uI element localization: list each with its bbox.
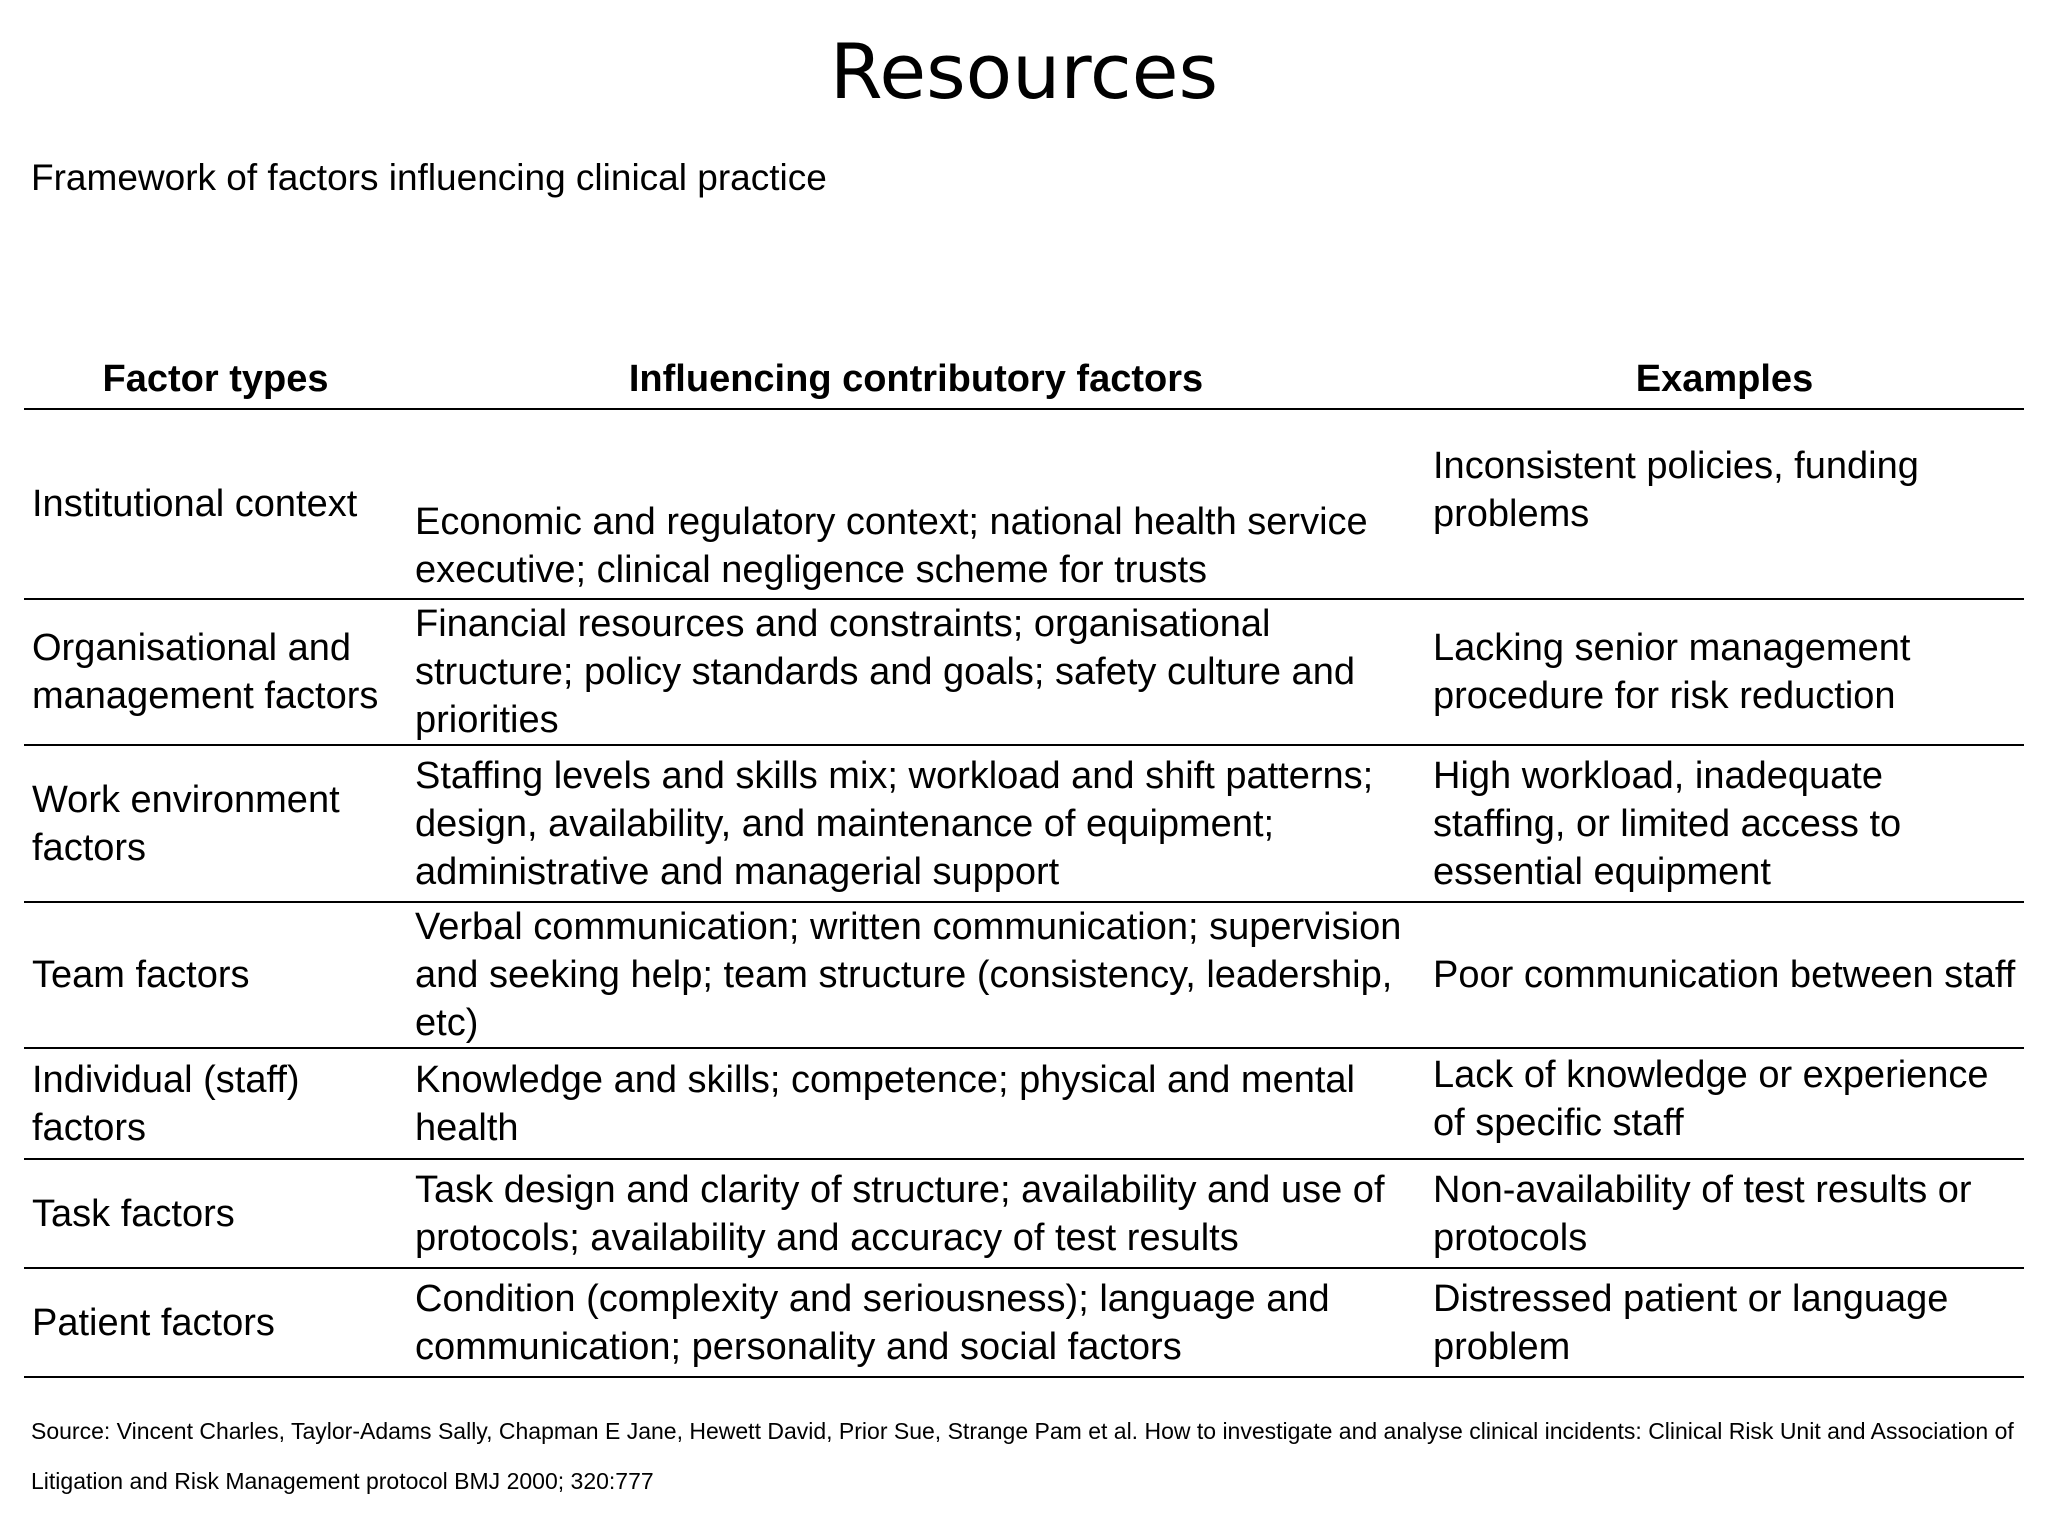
table-row	[24, 1268, 2024, 1377]
table-row	[24, 599, 2024, 745]
factor-type-cell: Institutional context	[24, 409, 407, 599]
header-examples: Examples	[1425, 350, 2024, 409]
source-citation: Source: Vincent Charles, Taylor-Adams Sally, Chapman E Jane, Hewett David, Prior Sue, Strange Pam et al. How to investigate and analyse clinical incidents: Clinical Risk Unit and Association of Litigation and Risk Management protocol BMJ 2000; 320:777	[31, 1418, 2014, 1494]
table-caption: Framework of factors influencing clinical practice	[31, 157, 827, 198]
table-header-row	[24, 350, 2024, 409]
factor-type-cell: Individual (staff) factors	[24, 1048, 407, 1159]
influencing-factors-cell: Knowledge and skills; competence; physical and mental health	[407, 1048, 1425, 1159]
influencing-factors-cell: Economic and regulatory context; national health service executive; clinical negligence scheme for trusts	[407, 409, 1425, 599]
factor-type-cell: Task factors	[24, 1159, 407, 1268]
table-row	[24, 409, 2024, 599]
table-row	[24, 1159, 2024, 1268]
influencing-factors-cell: Condition (complexity and seriousness); language and communication; personality and social factors	[407, 1268, 1425, 1377]
influencing-factors-cell: Financial resources and constraints; organisational structure; policy standards and goals; safety culture and priorities	[407, 599, 1425, 745]
header-factor-types: Factor types	[24, 350, 407, 409]
factor-type-cell: Organisational and management factors	[24, 599, 407, 745]
example-cell: High workload, inadequate staffing, or limited access to essential equipment	[1425, 745, 2024, 902]
example-cell: Lack of knowledge or experience of specific staff	[1425, 1048, 2024, 1159]
influencing-factors-cell: Staffing levels and skills mix; workload and shift patterns; design, availability, and maintenance of equipment; administrative and managerial support	[407, 745, 1425, 902]
influencing-factors-cell: Verbal communication; written communication; supervision and seeking help; team structure (consistency, leadership, etc)	[407, 902, 1425, 1048]
table-row	[24, 1048, 2024, 1159]
example-cell: Distressed patient or language problem	[1425, 1268, 2024, 1377]
example-cell: Non-availability of test results or protocols	[1425, 1159, 2024, 1268]
factor-type-cell: Patient factors	[24, 1268, 407, 1377]
example-cell: Inconsistent policies, funding problems	[1425, 409, 2024, 599]
table-row	[24, 745, 2024, 902]
slide-title: Resources	[829, 27, 1219, 116]
example-cell: Poor communication between staff	[1425, 902, 2024, 1048]
factor-type-cell: Team factors	[24, 902, 407, 1048]
factor-type-cell: Work environment factors	[24, 745, 407, 902]
influencing-factors-cell: Task design and clarity of structure; availability and use of protocols; availability and accuracy of test results	[407, 1159, 1425, 1268]
factors-table	[24, 350, 2024, 1378]
example-cell: Lacking senior management procedure for risk reduction	[1425, 599, 2024, 745]
header-influencing-factors: Influencing contributory factors	[407, 350, 1425, 409]
table-row	[24, 902, 2024, 1048]
